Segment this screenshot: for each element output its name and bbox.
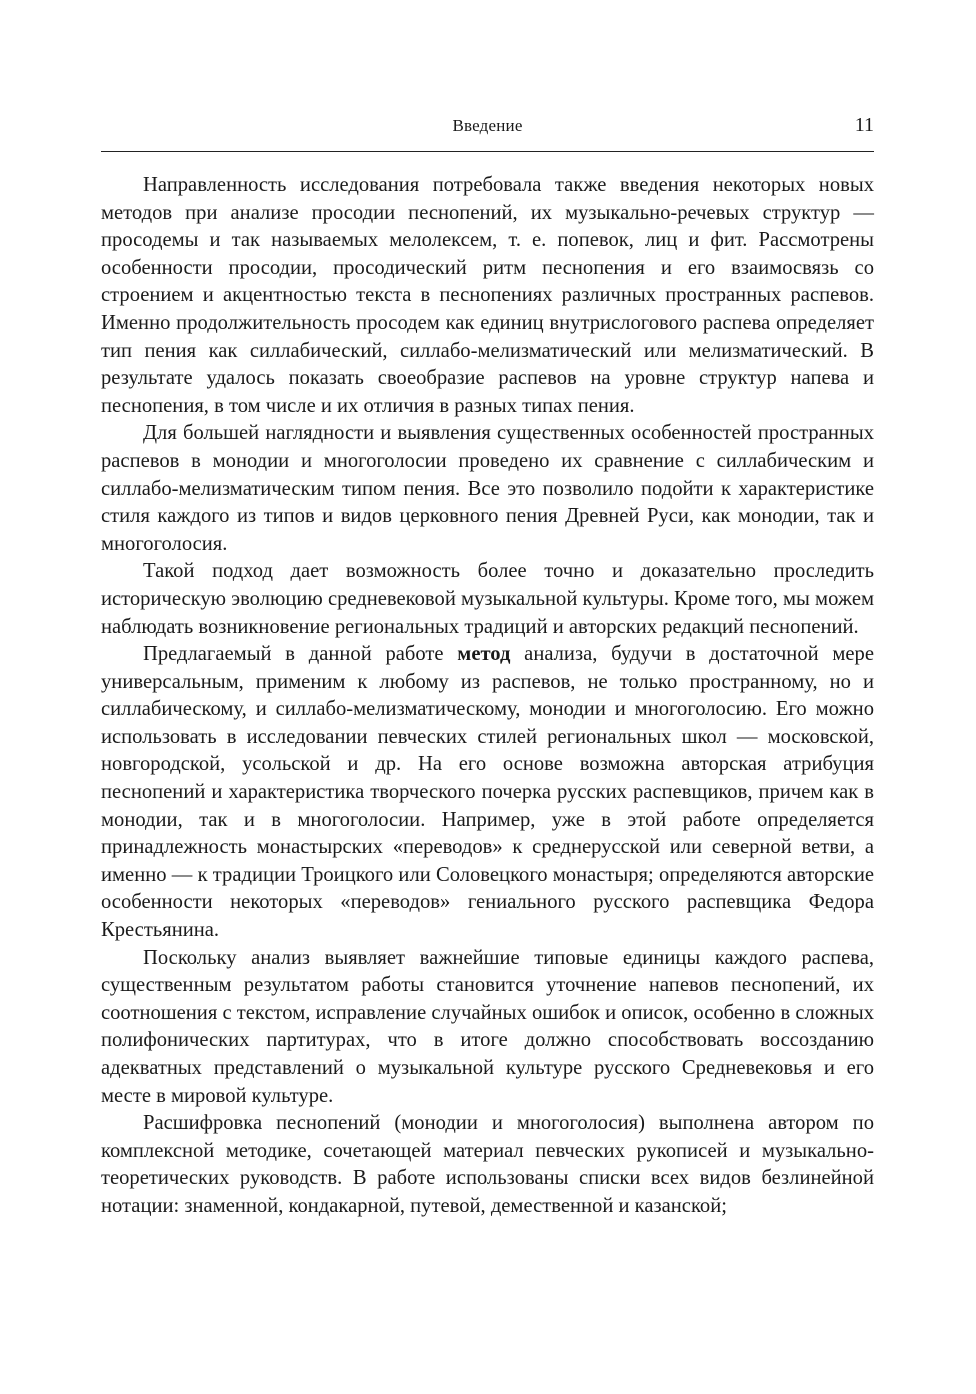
paragraph-6: Расшифровка песнопений (монодии и многоголосия) выполнена автором по комплексной методике, сочетающей материал певческих рукописей и музыкально-теоретических руководств. В работе использованы списки всех видов безлинейной нотации: знаменной, кондакарной, путевой, демественной и казанской; xyxy=(101,1112,874,1217)
paragraph-4-lead: Предлагаемый в данной работе xyxy=(143,643,458,666)
paragraph-4-rest: анализа, будучи в достаточной мере универсальным, применим к любому из распевов, не только пространному, но и силлабическому, и силлабо-мелизматическому, монодии и многоголосию. Его можно использовать в исследовании певческих стилей региональных школ — московской, новгородской, усольской и др. На его основе возможна авторская атрибуция песнопений и характеристика творческого почерка русских распевщиков, причем как в монодии, так и в многоголосии. Например, уже в этой работе определяется принадлежность монастырских «переводов» к среднерусской или северной ветви, а именно — к традиции Троицкого или Соловецкого монастыря; определяются авторские особенности некоторых «переводов» гениального русского распевщика Федора Крестьянина. xyxy=(101,643,874,942)
page-number: 11 xyxy=(854,114,874,136)
paragraph-2: Для большей наглядности и выявления существенных особенностей пространных распевов в монодии и многоголосии проведено их сравнение с силлабическим и силлабо-мелизматическим типом пения. Все это позволило подойти к характеристике стиля каждого из типов и видов церковного пения Древней Руси, как монодии, так и многоголосия. xyxy=(101,422,874,555)
paragraph-4 xyxy=(101,641,874,945)
running-header xyxy=(101,114,874,144)
paragraph-3: Такой подход дает возможность более точно и доказательно проследить историческую эволюцию средневековой музыкальной культуры. Кроме того, мы можем наблюдать возникновение региональных традиций и авторских редакций песнопений. xyxy=(101,560,874,638)
method-term: метод xyxy=(457,643,511,666)
running-title: Введение xyxy=(452,116,523,135)
paragraph-1: Направленность исследования потребовала также введения некоторых новых методов при анализе просодии песнопений, их музыкально-речевых структур — просодемы и так называемых мелолексем, т. е. попевок, лиц и фит. Рассмотрены особенности просодии, просодический ритм песнопения и его взаимосвязь со строением и акцентностью текста в песнопениях различных пространных распевов. Именно продолжительность просодем как единиц внутрислогового распева определяет тип пения как силлабический, силлабо-мелизматический или мелизматический. В результате удалось показать своеобразие распевов на уровне структур напева и песнопения, в том числе и их отличия в разных типах пения. xyxy=(101,174,874,417)
body-text xyxy=(101,172,874,1221)
paragraph-5: Поскольку анализ выявляет важнейшие типовые единицы каждого распева, существенным результатом работы становится уточнение напевов песнопений, их соотношения с текстом, исправление случайных ошибок и описок, особенно в сложных полифонических партитурах, что в итоге должно способствовать воссозданию адекватных представлений о музыкальной культуре русского Средневековья и его месте в мировой культуре. xyxy=(101,946,874,1107)
header-rule xyxy=(101,151,874,152)
